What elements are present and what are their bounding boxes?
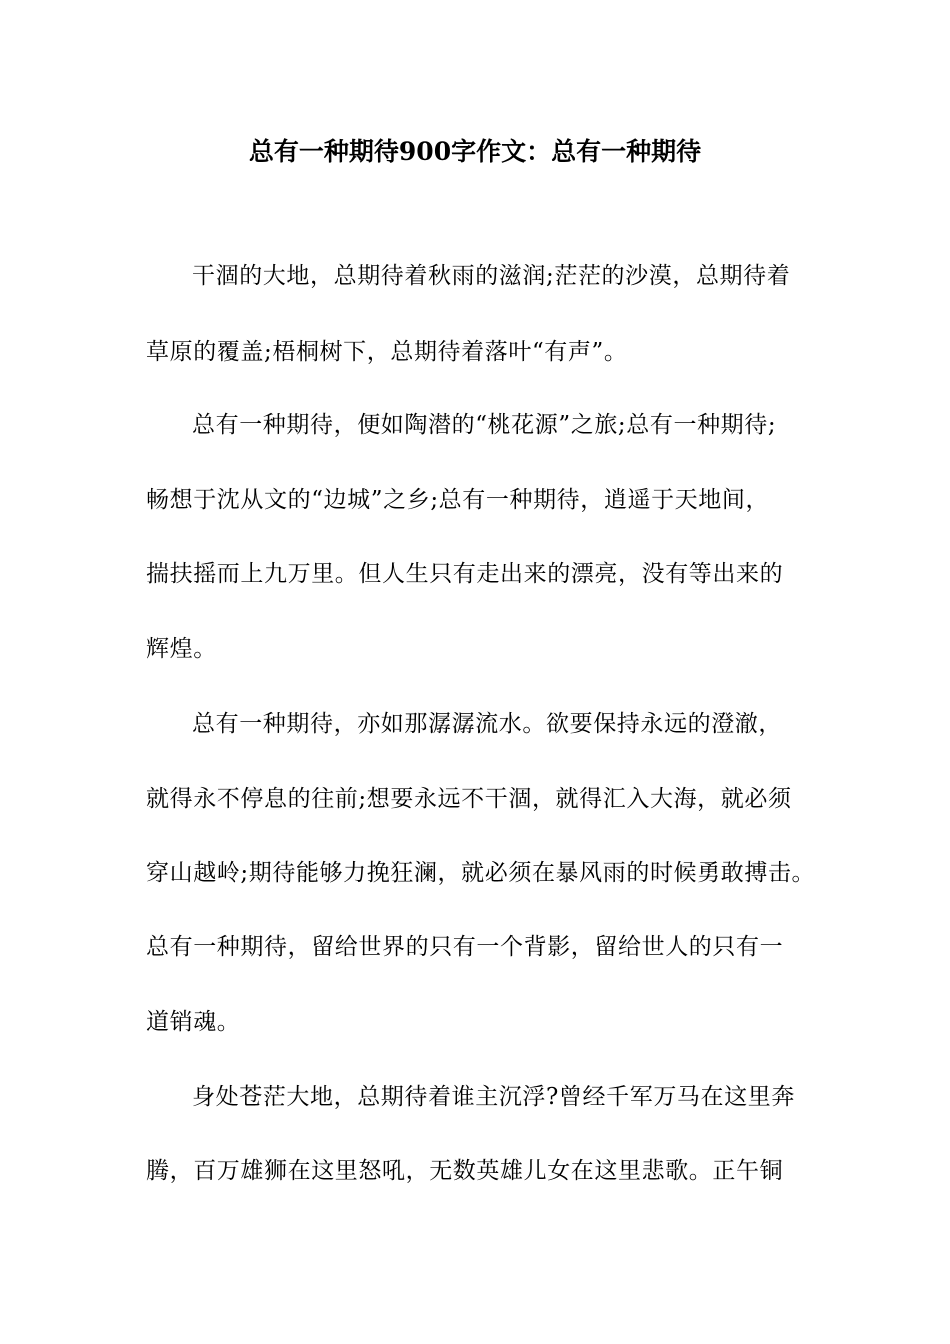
text-line-5: 揣扶摇而上九万里。但人生只有走出来的漂亮，没有等出来的 <box>146 561 784 587</box>
text-line-10: 总有一种期待，留给世界的只有一个背影，留给世人的只有一 <box>146 934 784 960</box>
text-line-4: 畅想于沈从文的“边城”之乡;总有一种期待，逍遥于天地间， <box>146 487 770 513</box>
text-line-9: 穿山越岭;期待能够力挽狂澜，就必须在暴风雨的时候勇敢搏击。 <box>146 860 816 886</box>
text-line-7: 总有一种期待，亦如那潺潺流水。欲要保持永远的澄澈， <box>192 711 782 737</box>
text-line-6: 辉煌。 <box>146 636 217 662</box>
text-line-8: 就得永不停息的往前;想要永远不干涸，就得汇入大海，就必须 <box>146 786 792 812</box>
text-line-1: 干涸的大地，总期待着秋雨的滋润;茫茫的沙漠，总期待着 <box>192 263 791 289</box>
document-title: 总有一种期待900字作文：总有一种期待 <box>248 137 702 166</box>
text-line-12: 身处苍茫大地，总期待着谁主沉浮?曾经千军万马在这里奔 <box>192 1084 795 1110</box>
text-line-3: 总有一种期待，便如陶潜的“桃花源”之旅;总有一种期待; <box>192 412 777 438</box>
text-line-13: 腾，百万雄狮在这里怒吼，无数英雄儿女在这里悲歌。正午铜 <box>146 1158 784 1184</box>
text-line-2: 草原的覆盖;梧桐树下，总期待着落叶“有声”。 <box>146 339 628 365</box>
text-line-11: 道销魂。 <box>146 1009 241 1035</box>
